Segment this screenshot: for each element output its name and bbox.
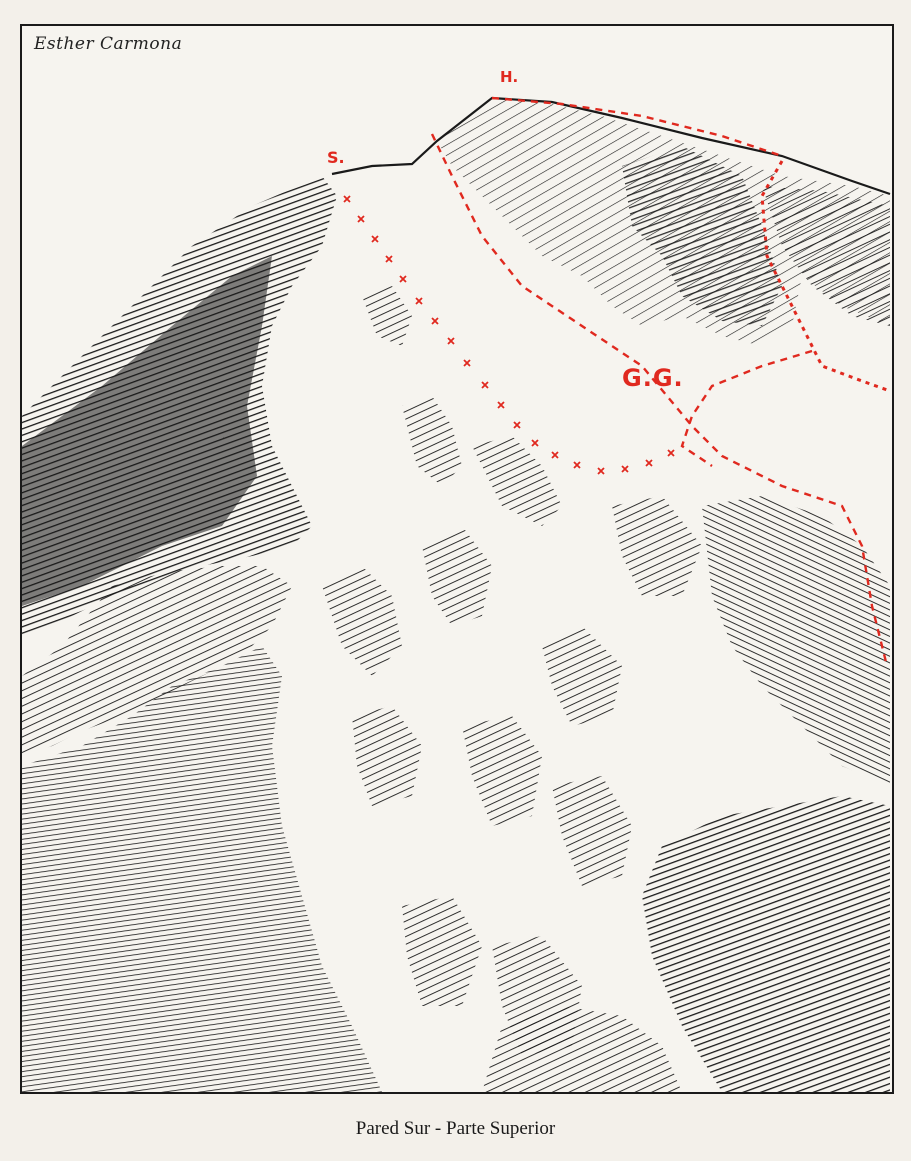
figure-caption: Pared Sur - Parte Superior	[355, 1118, 556, 1139]
summit-label: H.	[500, 68, 519, 86]
mountain-drawing	[22, 26, 892, 1092]
right-mid-rocks	[702, 496, 890, 786]
central-rocks	[322, 286, 702, 1056]
glacier-label: G.G.	[622, 364, 684, 392]
left-point-label: S.	[327, 148, 345, 167]
right-lower-rocks	[642, 796, 890, 1092]
illustration-frame	[20, 24, 894, 1094]
artist-signature: Esther Carmona	[34, 34, 183, 54]
route-gg-lower	[682, 351, 812, 466]
